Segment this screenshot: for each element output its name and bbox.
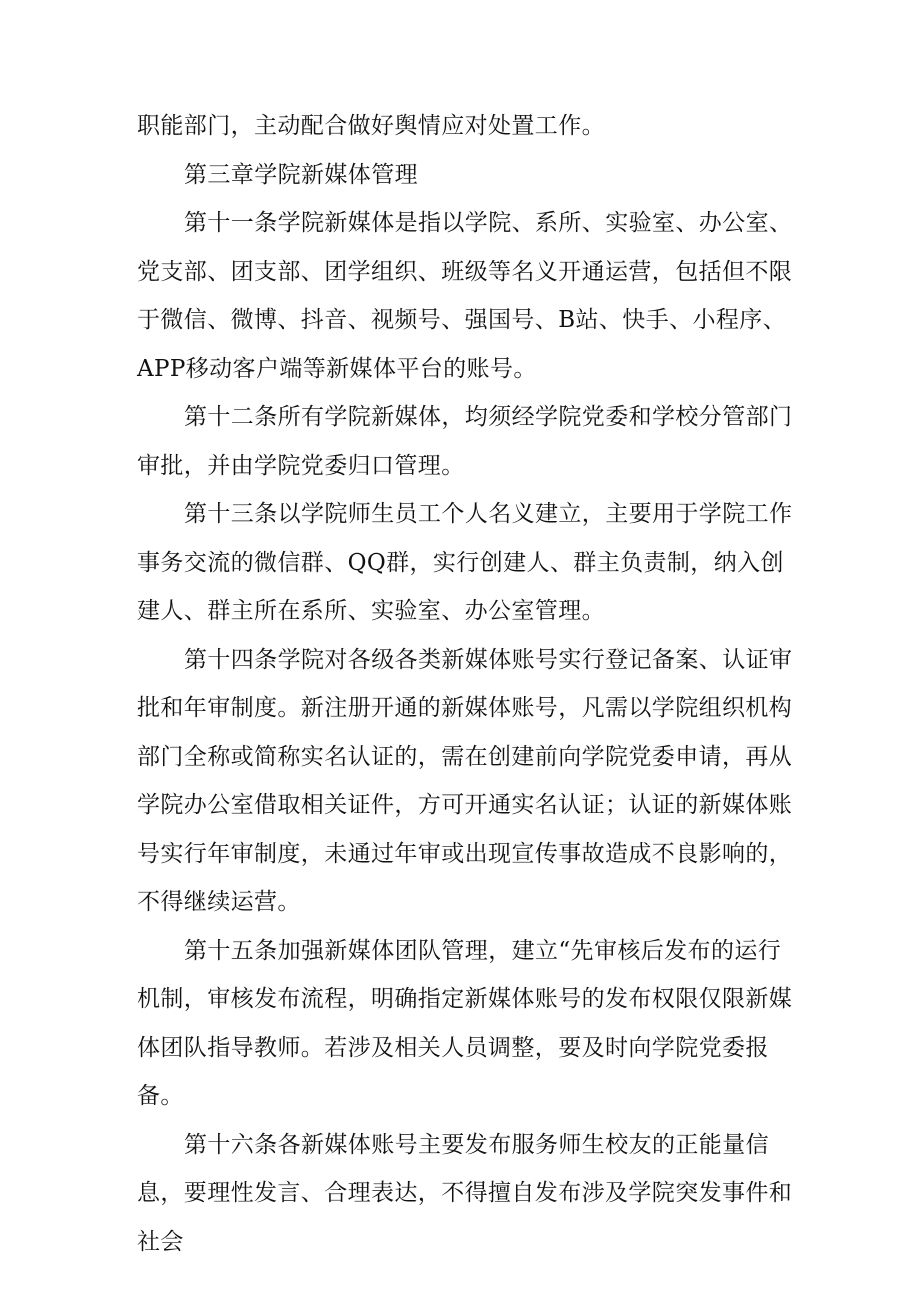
article-16: 第十六条各新媒体账号主要发布服务师生校友的正能量信息，要理性发言、合理表达，不得擅自发布涉及学院突发事件和社会 — [137, 1131, 793, 1255]
article-15: 第十五条加强新媒体团队管理，建立“先审核后发布的运行机制，审核发布流程，明确指定新媒体账号的发布权限仅限新媒体团队指导教师。若涉及相关人员调整，要及时向学院党委报备。 — [137, 937, 793, 1109]
document-body — [137, 102, 797, 1266]
paragraph-continuation: 职能部门，主动配合做好舆情应对处置工作。 — [137, 113, 605, 139]
chapter-heading: 第三章学院新媒体管理 — [184, 161, 418, 188]
article-14: 第十四条学院对各级各类新媒体账号实行登记备案、认证审批和年审制度。新注册开通的新媒体账号，凡需以学院组织机构部门全称或简称实名认证的，需在创建前向学院党委申请，再从学院办公室借取相关证件，方可开通实名认证；认证的新媒体账号实行年审制度，未通过年审或出现宣传事故造成不良影响的，不得继续运营。 — [137, 646, 793, 915]
article-13: 第十三条以学院师生员工个人名义建立，主要用于学院工作事务交流的微信群、QQ群，实行创建人、群主负责制，纳入创建人、群主所在系所、实验室、办公室管理。 — [137, 501, 793, 624]
article-11: 第十一条学院新媒体是指以学院、系所、实验室、办公室、党支部、团支部、团学组织、班级等名义开通运营，包括但不限于微信、微博、抖音、视频号、强国号、B站、快手、小程序、APP移动客户端等新媒体平台的账号。 — [137, 210, 793, 382]
article-12: 第十二条所有学院新媒体，均须经学院党委和学校分管部门审批，并由学院党委归口管理。 — [137, 404, 793, 479]
